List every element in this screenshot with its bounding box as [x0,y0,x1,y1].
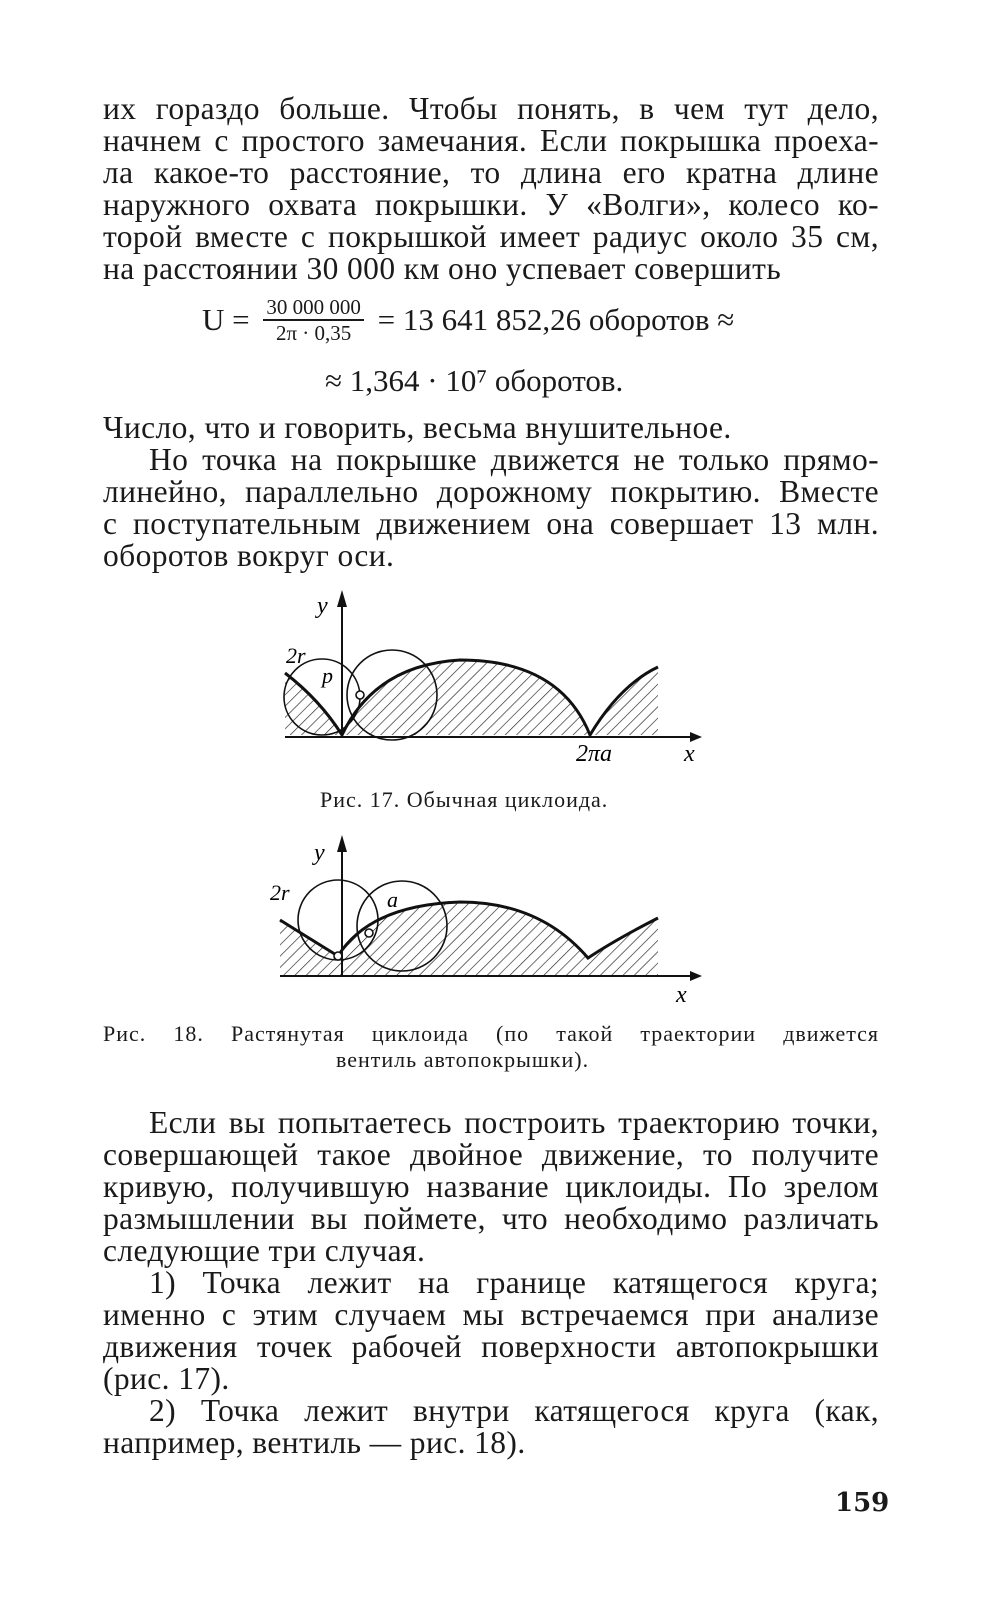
text-line: Если вы попытаетесь построить траекторию точки, [149,1105,879,1140]
paragraph-3 [103,444,879,572]
point-marker [356,691,364,699]
formula-denominator: 2π · 0,35 [275,321,352,345]
formula-line-2: ≈ 1,364 · 10⁷ оборотов. [325,363,624,398]
formula-rhs: = 13 641 852,26 оборотов ≈ [377,302,735,337]
formula-lhs: U = [202,302,250,337]
text-line: Но точка на покрышке движется не только прямо- [149,442,879,477]
text-line: 2) Точка лежит внутри катящегося круга (как, [149,1393,879,1428]
text-line: (рис. 17). [103,1361,230,1396]
page-number: 159 [835,1488,890,1518]
rolling-circle-small [298,880,378,960]
figure-18-caption [103,1021,879,1073]
x-axis-label: x [684,741,695,767]
paragraph-5 [103,1267,879,1395]
radius-label: 2r [286,643,306,668]
y-axis-label: y [317,593,328,619]
text-line: оборотов вокруг оси. [103,538,395,573]
text-line: на расстоянии 30 000 км оно успевает совершить [103,251,782,286]
caption-line: вентиль автопокрышки). [336,1047,590,1072]
figure-17-cycloid [270,585,710,780]
paragraph-4 [103,1107,879,1267]
x-axis-arrow [690,971,702,981]
cycloid-hatched-area [280,902,658,975]
period-label: 2πa [576,741,613,767]
text-line: именно с этим случаем мы встречаемся при анализе [103,1297,879,1332]
text-line: совершающей такое двойное движение, то получите [103,1137,879,1172]
text-line: размышлении вы поймете, что необходимо различать [103,1201,879,1236]
cycloid-hatched-area [285,660,658,735]
formula-line-1 [202,295,734,345]
text-line: начнем с простого замечания. Если покрышка проеха- [103,123,879,158]
y-axis-label: y [314,840,325,866]
text-line: торой вместе с покрышкой имеет радиус около 35 см, [103,219,879,254]
radius-label: 2r [270,880,290,905]
text-line: движения точек рабочей поверхности автопокрышки [103,1329,879,1364]
paragraph-1 [103,93,879,285]
paragraph-6 [103,1395,879,1459]
paragraph-2 [103,412,879,444]
text-line: Число, что и говорить, весьма внушительное. [103,410,732,445]
figure-17-caption: Рис. 17. Обычная циклоида. [320,787,609,812]
point-label: a [387,887,398,912]
x-axis-label: x [676,982,687,1008]
point-marker [365,929,373,937]
formula-numerator: 30 000 000 [263,295,364,321]
y-axis-arrow [337,590,347,607]
point-label: p [322,663,333,688]
text-line: кривую, получившую название циклоиды. По зрелом [103,1169,879,1204]
text-line: например, вентиль — рис. 18). [103,1425,526,1460]
text-line: линейно, параллельно дорожному покрытию. Вместе [103,474,879,509]
text-line: ла какое-то расстояние, то длина его кратна длине [103,155,879,190]
point-marker [334,952,342,960]
text-line: их гораздо больше. Чтобы понять, в чем тут дело, [103,91,879,126]
text-line: наружного охвата покрышки. У «Волги», колесо ко- [103,187,879,222]
text-line: следующие три случая. [103,1233,426,1268]
figure-18-cycloid [270,830,710,1010]
y-axis-arrow [337,835,347,852]
formula-fraction [263,295,364,345]
text-line: 1) Точка лежит на границе катящегося круга; [149,1265,879,1300]
caption-line: Рис. 18. Растянутая циклоида (по такой траектории движется [103,1021,879,1046]
text-line: с поступательным движением она совершает 13 млн. [103,506,879,541]
